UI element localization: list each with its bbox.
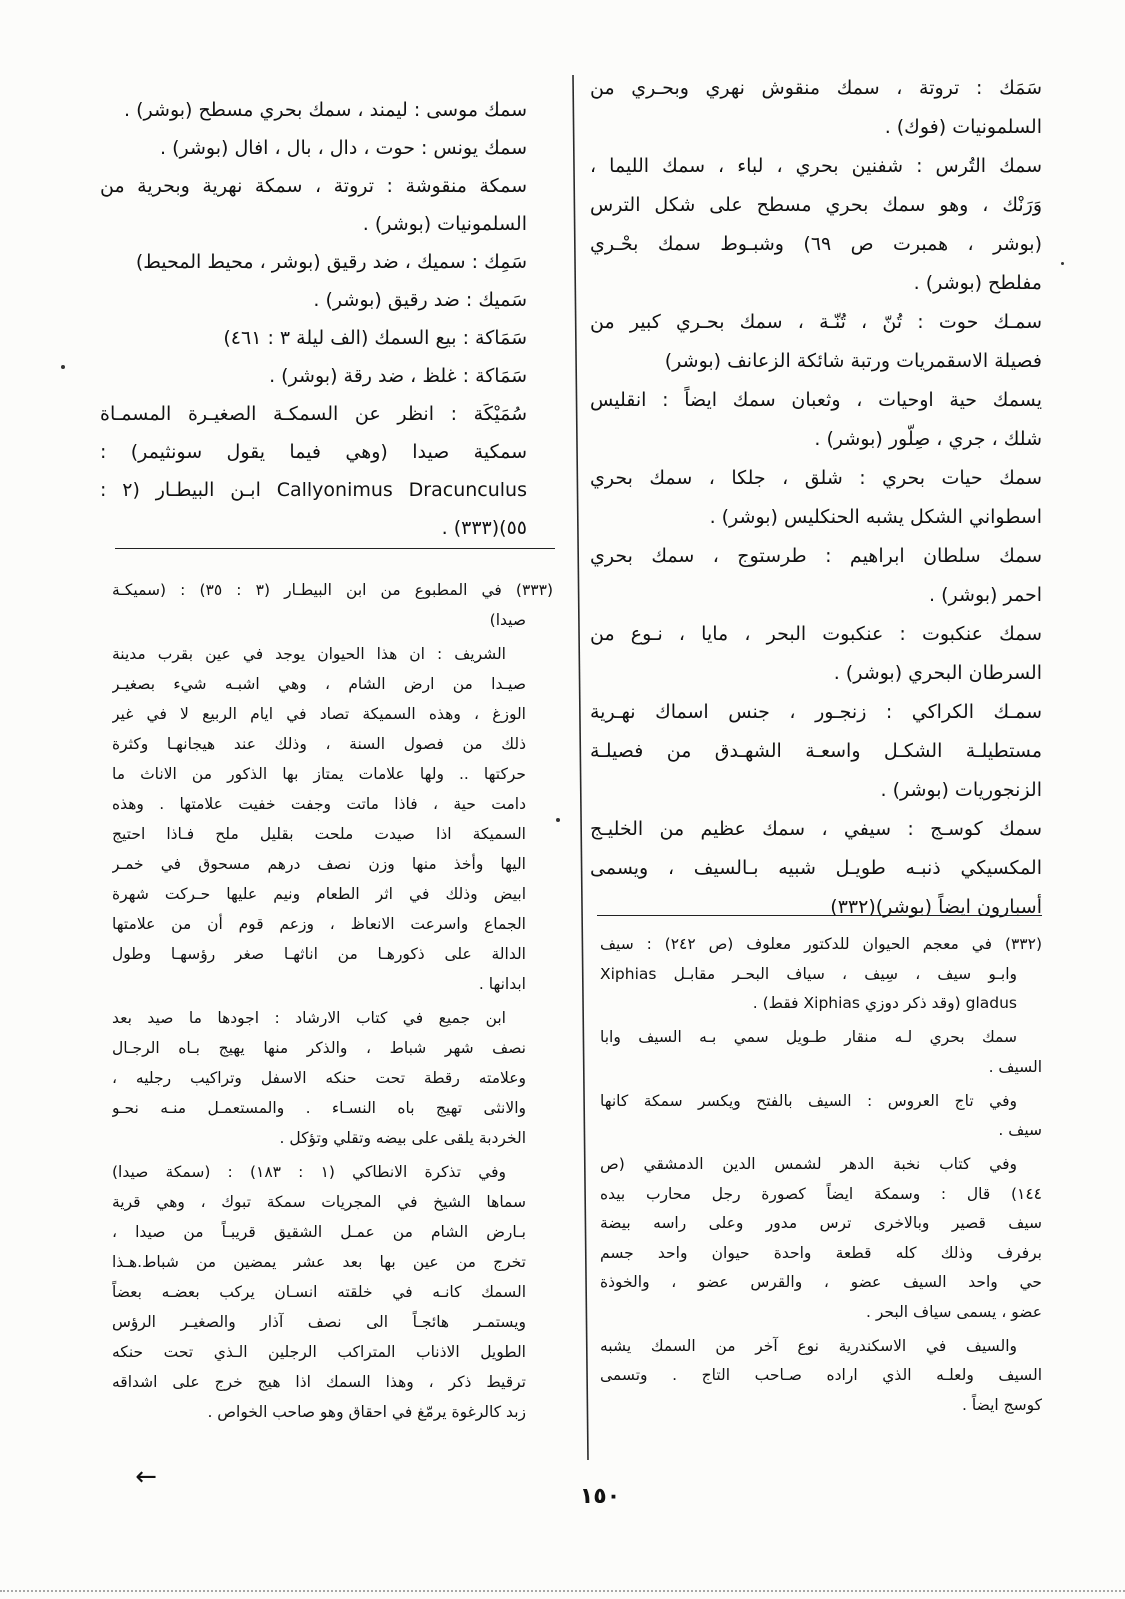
text-line: فصيلة الاسقمريات ورتبة شائكة الزعانف (بوشر)	[664, 350, 1042, 372]
text-line: الطويل الاذناب المتراكب الرجلين الـذي تحت حنكه	[112, 1343, 526, 1361]
left-column-footnote	[112, 575, 553, 1427]
text-line: ابن جميع في كتاب الارشاد : اجودها ما صيد بعد	[112, 1009, 506, 1027]
paragraph	[590, 147, 1042, 303]
paragraph	[100, 167, 527, 243]
text-line: الزنجوريات (بوشر) .	[880, 779, 1042, 801]
text-line: السميكة اذا صيدت ملحت بقليل ملح فـاذا احتيج	[112, 825, 526, 843]
text-line: عضو ، يسمى سياف البحر .	[865, 1302, 1042, 1321]
text-line: أسبارون ايضاً (بوشر)(٣٣٢)	[830, 896, 1042, 918]
text-line: سَمِك : سميك ، ضد رقيق (بوشر ، محيط المحيط)	[135, 251, 527, 273]
text-line: سَميك : ضد رقيق (بوشر) .	[313, 289, 527, 311]
text-line: ٥٥)(٣٣٣) .	[441, 517, 527, 539]
text-line: السرطان البحري (بوشر) .	[833, 662, 1042, 684]
text-line: والانثى تهيج باه النسـاء . والمستعمـل منـه نحـو	[112, 1099, 526, 1117]
text-line: (٣٣٢) في معجم الحيوان للدكتور معلوف (ص ٢٤٢) : سيف	[600, 935, 1042, 953]
text-line: كوسج ايضاً .	[962, 1395, 1042, 1414]
text-line: ويستمـر هائجـاً الى نصف آذار والصغيـر الرؤس	[112, 1313, 526, 1331]
paragraph	[100, 357, 527, 395]
paragraph	[100, 243, 527, 281]
text-line: سمك التُرس : شفنين بحري ، لباء ، سمك الليما ،	[590, 155, 1042, 177]
text-line: سَمَك : تروتة ، سمك منقوش نهري وبحـري من	[590, 77, 1042, 99]
text-line: زبد كالرغوة يرمّغ في احقاق وهو صاحب الخواص .	[207, 1403, 526, 1421]
text-line: يسمك حية اوحيات ، وثعبان سمك ايضاً : انقليس	[590, 389, 1042, 411]
paragraph	[590, 693, 1042, 810]
text-line: نصف شهر شباط ، والذكر منها يهيج بـاه الرجـال	[112, 1039, 526, 1057]
paragraph	[112, 575, 553, 635]
continuation-arrow-icon: ←	[135, 1462, 157, 1492]
text-line: ذلك من فصول السنة ، وذلك عند هيجانهـا وكثرة	[112, 735, 526, 753]
text-line: وفي تذكرة الانطاكي (١ : ١٨٣) : (سمكة صيدا)	[112, 1163, 507, 1181]
paragraph	[590, 537, 1042, 615]
text-line: سمك عنكبوت : عنكبوت البحر ، مايا ، نـوع من	[590, 623, 1042, 645]
text-line: احمر (بوشر) .	[929, 584, 1042, 606]
paragraph	[590, 303, 1042, 381]
text-line: سُمَيْكَة : انظر عن السمكـة الصغيـرة المسمـاة	[100, 403, 527, 425]
text-line: سمك سلطان ابراهيم : طرستوج ، سمك بحري	[590, 545, 1042, 567]
text-line: حركتها .. ولها علامات يمتاز بها الذكور من الاناث ما	[112, 765, 526, 783]
text-line: برفرف وذلك كله قطعة واحدة حيوان واحد جسم	[600, 1243, 1042, 1262]
paragraph	[112, 1003, 553, 1153]
left-column-entries	[100, 91, 527, 547]
paragraph	[600, 1023, 1042, 1082]
text-line: الوزغ ، وهذه السميكة تصاد في ايام الربيع لا في غير	[112, 705, 526, 723]
paragraph	[590, 459, 1042, 537]
paragraph	[600, 930, 1042, 1019]
text-line: سمـك الكراكي : زنجـور ، جنس اسماك نهـرية	[590, 701, 1042, 723]
paragraph	[590, 381, 1042, 459]
text-line: السيف ولعلـه الذي اراده صـاحب التاج . وتسمى	[600, 1366, 1042, 1384]
text-line: اسطواني الشكل يشبه الحنكليس (بوشر) .	[709, 506, 1042, 528]
text-line: سَمَاكة : بيع السمك (الف ليلة ٣ : ٤٦١)	[223, 327, 527, 349]
paragraph	[590, 615, 1042, 693]
text-line: الخردبة يلقى على بيضه وتقلي وتؤكل .	[279, 1129, 526, 1147]
text-line: السمك كانـه في خلقته انسـان يركب بعضـه بعضاً	[112, 1283, 526, 1301]
left-footnote-separator	[115, 548, 555, 549]
text-line: السلمونيات (بوشر) .	[362, 213, 527, 235]
text-line: ترقيط ذكر ، وهذا السمك اذا هيج خرج على اشداقه	[112, 1373, 526, 1391]
paragraph	[100, 281, 527, 319]
text-line: شلك ، جري ، صِلّور (بوشر) .	[814, 428, 1042, 450]
text-line: سمك موسى : ليمند ، سمك بحري مسطح (بوشر) .	[124, 99, 527, 121]
page-number: ١٥٠	[579, 1484, 621, 1509]
text-line: تخرج من عين بها بعد عشر يمضين من شباط.هـذا	[112, 1253, 526, 1271]
text-line: (٣٣٣) في المطبوع من ابن البيطـار (٣ : ٣٥) : (سميكـة	[112, 581, 553, 599]
text-line: مستطيلـة الشكـل واسعـة الشهـدق من فصيلـة	[590, 740, 1042, 762]
text-line: (بوشر ، همبرت ص ٦٩) وشبـوط سمك بحْـري	[590, 233, 1042, 255]
text-line: سماها الشيخ في المجريات سمكة تبوك ، وهي قرية	[112, 1193, 526, 1211]
text-line: اليها وأخذ منها وزن نصف درهم مسحوق في خمـر	[112, 855, 526, 873]
text-line: السيف .	[988, 1057, 1042, 1076]
text-line: صيدا)	[489, 611, 526, 629]
text-line: الدالة على ذكورهـا من اناثهـا صغر رؤسهـا وطول	[112, 945, 526, 963]
text-line: سمكة منقوشة : تروتة ، سمكة نهرية وبحرية من	[100, 175, 527, 197]
text-line: والسيف في الاسكندرية نوع آخر من السمك يشبه	[600, 1336, 1017, 1355]
paragraph	[600, 1332, 1042, 1421]
text-line: صيـدا من ارض الشام ، وهي اشبـه شيء بصغيـر	[112, 675, 526, 693]
text-line: سيف قصير وبالاخرى ترس مدور وعلى راسه بيضة	[600, 1214, 1042, 1232]
text-line: وفي تاج العروس : السيف بالفتح ويكسر سمكة كانها	[600, 1091, 1017, 1110]
paragraph	[100, 91, 527, 129]
scan-speck	[1061, 262, 1064, 265]
paragraph	[600, 1087, 1042, 1146]
text-line: حي واحد السيف عضو ، والقرس عضو ، والخوذة	[600, 1273, 1042, 1291]
text-line: سَمَاكة : غلظ ، ضد رقة (بوشر) .	[269, 365, 527, 387]
paragraph	[112, 639, 553, 999]
text-line: وعلامته رقطة تحت حنكه الاسفل وتراكيب رجليه ،	[112, 1069, 526, 1087]
paragraph	[100, 319, 527, 357]
scan-edge	[0, 1590, 1125, 1592]
paragraph	[100, 395, 527, 547]
text-line: وفي كتاب نخبة الدهر لشمس الدين الدمشقي (ص	[600, 1155, 1017, 1173]
text-line: الشريف : ان هذا الحيوان يوجد في عين بقرب مدينة	[112, 645, 506, 663]
text-line: Callyonimus Dracunculus ابـن البيطـار (٢ :	[100, 479, 527, 501]
text-line: سمك كوسـج : سيفي ، سمك عظيم من الخليـج	[590, 818, 1042, 840]
text-line: مفلطح (بوشر) .	[913, 272, 1042, 294]
text-line: السلمونيات (فوك) .	[884, 116, 1042, 138]
scan-speck	[556, 818, 560, 822]
text-line: سمـك حوت : تُنّ ، تُنّـة ، سمك بحـري كبير من	[590, 311, 1042, 333]
right-footnote-separator	[597, 915, 1042, 916]
text-line: ابدانها .	[478, 975, 526, 993]
text-line: دامت حية ، فاذا ماتت وجفت خفيت علامتها . وهذه	[112, 795, 526, 813]
text-line: سيف .	[998, 1121, 1042, 1139]
right-column-footnote	[600, 930, 1042, 1420]
text-line: ابيض وذلك في اثر الطعام ونيم عليها حـركت شهرة	[112, 885, 526, 903]
text-line: سمك بحري لـه منقار طـويل سمي بـه السيف وابا	[600, 1028, 1017, 1046]
paragraph	[590, 810, 1042, 927]
text-line: الجماع واسرعت الانعاظ ، وزعم قوم أن من علامتها	[112, 915, 526, 933]
text-line: سمك يونس : حوت ، دال ، بال ، افال (بوشر) .	[160, 137, 527, 159]
paragraph	[600, 1150, 1042, 1327]
text-line: ١٤٤) قال : وسمكة ايضاً كصورة رجل محارب بيده	[600, 1184, 1042, 1203]
paragraph	[100, 129, 527, 167]
text-line: المكسيكي ذنبـه طويـل شبيه بـالسيف ، ويسمى	[590, 857, 1042, 879]
text-line: سمكية صيدا (وهي فيما يقول سونثيمر) :	[100, 441, 527, 463]
text-line: وَرَنْك ، وهو سمك بحري مسطح على شكل الترس	[590, 194, 1042, 216]
text-line: بـارض الشام من عمـل الشقيق قريبـاً من صيدا ،	[112, 1223, 526, 1241]
text-line: gladus (وقد ذكر دوزي Xiphias فقط) .	[752, 994, 1017, 1012]
right-column-entries	[590, 69, 1042, 927]
text-line: وابـو سيف ، سِيف ، سياف البحـر مقابـل Xiphias	[600, 964, 1017, 983]
scan-speck	[61, 365, 65, 369]
paragraph	[112, 1157, 553, 1427]
text-line: سمك حيات بحري : شلق ، جلكا ، سمك بحري	[590, 467, 1042, 489]
paragraph	[590, 69, 1042, 147]
